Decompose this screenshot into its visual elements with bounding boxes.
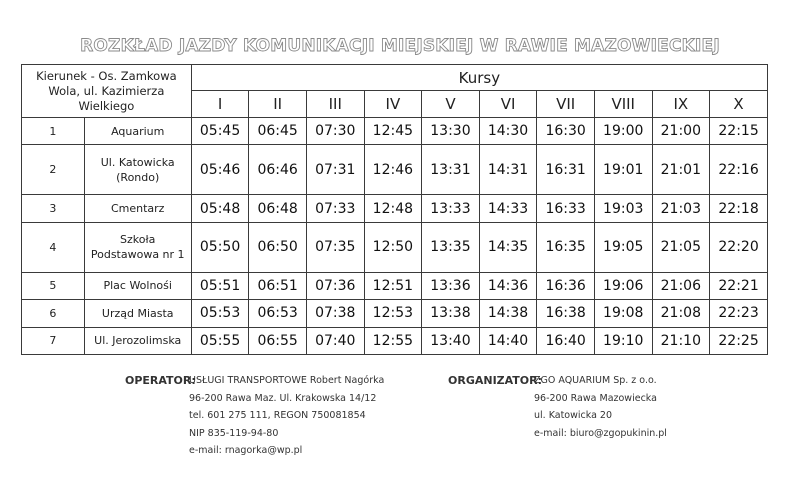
stop-number: 2 xyxy=(22,145,85,195)
stop-row xyxy=(22,327,768,354)
departure-time: 12:46 xyxy=(364,145,422,195)
departure-time: 06:48 xyxy=(249,195,307,222)
departure-time: 14:36 xyxy=(479,272,537,299)
departure-time: 19:06 xyxy=(594,272,652,299)
departure-time: 19:03 xyxy=(594,195,652,222)
page-title: ROZKŁAD JAZDY KOMUNIKACJI MIEJSKIEJ W RAWIE MAZOWIECKIEJ xyxy=(80,36,720,56)
stop-name: Cmentarz xyxy=(84,195,191,222)
operator-email: e-mail: rnagorka@wp.pl xyxy=(189,445,303,457)
stop-number: 1 xyxy=(22,118,85,145)
departure-time: 19:05 xyxy=(594,222,652,272)
departure-time: 19:08 xyxy=(594,300,652,327)
operator-label: OPERATOR: xyxy=(125,374,196,387)
departure-time: 21:00 xyxy=(652,118,710,145)
course-header: X xyxy=(710,91,768,118)
stop-row xyxy=(22,145,768,195)
direction-header: Kierunek - Os. Zamkowa Wola, ul. Kazimierza Wielkiego xyxy=(22,65,192,118)
departure-time: 16:31 xyxy=(537,145,595,195)
course-header: IX xyxy=(652,91,710,118)
departure-time: 05:45 xyxy=(191,118,249,145)
departure-time: 05:46 xyxy=(191,145,249,195)
timetable xyxy=(21,64,768,355)
departure-time: 19:00 xyxy=(594,118,652,145)
departure-time: 22:16 xyxy=(710,145,768,195)
stop-name: Plac Wolnośi xyxy=(84,272,191,299)
departure-time: 21:01 xyxy=(652,145,710,195)
departure-time: 12:55 xyxy=(364,327,422,354)
departure-time: 05:53 xyxy=(191,300,249,327)
course-header: II xyxy=(249,91,307,118)
course-header: VII xyxy=(537,91,595,118)
course-header: IV xyxy=(364,91,422,118)
departure-time: 21:08 xyxy=(652,300,710,327)
departure-time: 22:25 xyxy=(710,327,768,354)
course-header: VI xyxy=(479,91,537,118)
departure-time: 13:30 xyxy=(422,118,480,145)
departure-time: 06:50 xyxy=(249,222,307,272)
departure-time: 13:31 xyxy=(422,145,480,195)
departure-time: 12:48 xyxy=(364,195,422,222)
departure-time: 16:36 xyxy=(537,272,595,299)
departure-time: 21:05 xyxy=(652,222,710,272)
departure-time: 06:45 xyxy=(249,118,307,145)
departure-time: 14:40 xyxy=(479,327,537,354)
departure-time: 22:23 xyxy=(710,300,768,327)
organizer-line: 96-200 Rawa Mazowiecka xyxy=(534,392,657,404)
departure-time: 22:21 xyxy=(710,272,768,299)
stop-number: 7 xyxy=(22,327,85,354)
departure-time: 19:01 xyxy=(594,145,652,195)
kursy-header: Kursy xyxy=(191,65,767,91)
stop-row xyxy=(22,195,768,222)
departure-time: 07:31 xyxy=(306,145,364,195)
departure-time: 16:35 xyxy=(537,222,595,272)
operator-line: NIP 835-119-94-80 xyxy=(189,427,279,439)
departure-time: 07:33 xyxy=(306,195,364,222)
departure-time: 14:38 xyxy=(479,300,537,327)
timetable-body xyxy=(22,118,768,355)
stop-name: Aquarium xyxy=(84,118,191,145)
stop-name: Szkoła Podstawowa nr 1 xyxy=(84,222,191,272)
stop-number: 4 xyxy=(22,222,85,272)
operator-line: USŁUGI TRANSPORTOWE Robert Nagórka xyxy=(189,375,385,386)
stop-name: Ul. Jerozolimska xyxy=(84,327,191,354)
departure-time: 22:20 xyxy=(710,222,768,272)
departure-time: 14:35 xyxy=(479,222,537,272)
departure-time: 06:53 xyxy=(249,300,307,327)
departure-time: 14:33 xyxy=(479,195,537,222)
operator-line: tel. 601 275 111, REGON 750081854 xyxy=(189,410,366,422)
departure-time: 13:33 xyxy=(422,195,480,222)
departure-time: 21:06 xyxy=(652,272,710,299)
departure-time: 16:33 xyxy=(537,195,595,222)
stop-number: 5 xyxy=(22,272,85,299)
departure-time: 05:48 xyxy=(191,195,249,222)
departure-time: 21:03 xyxy=(652,195,710,222)
stop-number: 6 xyxy=(22,300,85,327)
organizer-email: e-mail: biuro@zgopukinin.pl xyxy=(534,427,667,439)
departure-time: 05:55 xyxy=(191,327,249,354)
stop-row xyxy=(22,272,768,299)
course-header: VIII xyxy=(594,91,652,118)
departure-time: 12:51 xyxy=(364,272,422,299)
operator-line: 96-200 Rawa Maz. Ul. Krakowska 14/12 xyxy=(189,392,377,404)
stop-number: 3 xyxy=(22,195,85,222)
departure-time: 12:50 xyxy=(364,222,422,272)
stop-name: Urząd Miasta xyxy=(84,300,191,327)
departure-time: 06:46 xyxy=(249,145,307,195)
departure-time: 16:40 xyxy=(537,327,595,354)
departure-time: 22:15 xyxy=(710,118,768,145)
departure-time: 07:36 xyxy=(306,272,364,299)
departure-time: 12:45 xyxy=(364,118,422,145)
operator-details xyxy=(189,375,384,463)
departure-time: 07:35 xyxy=(306,222,364,272)
departure-time: 06:55 xyxy=(249,327,307,354)
departure-time: 14:31 xyxy=(479,145,537,195)
course-header: I xyxy=(191,91,249,118)
departure-time: 07:30 xyxy=(306,118,364,145)
departure-time: 21:10 xyxy=(652,327,710,354)
stop-name: Ul. Katowicka (Rondo) xyxy=(84,145,191,195)
departure-time: 13:40 xyxy=(422,327,480,354)
course-header: III xyxy=(306,91,364,118)
stop-row xyxy=(22,222,768,272)
departure-time: 13:36 xyxy=(422,272,480,299)
departure-time: 13:35 xyxy=(422,222,480,272)
organizer-details xyxy=(534,375,667,445)
stop-row xyxy=(22,118,768,145)
course-header: V xyxy=(422,91,480,118)
stop-row xyxy=(22,300,768,327)
departure-time: 13:38 xyxy=(422,300,480,327)
departure-time: 16:30 xyxy=(537,118,595,145)
departure-time: 12:53 xyxy=(364,300,422,327)
departure-time: 19:10 xyxy=(594,327,652,354)
organizer-label: ORGANIZATOR: xyxy=(448,374,543,387)
departure-time: 07:38 xyxy=(306,300,364,327)
organizer-line: ZGO AQUARIUM Sp. z o.o. xyxy=(534,375,657,386)
departure-time: 14:30 xyxy=(479,118,537,145)
departure-time: 05:50 xyxy=(191,222,249,272)
departure-time: 16:38 xyxy=(537,300,595,327)
departure-time: 05:51 xyxy=(191,272,249,299)
departure-time: 06:51 xyxy=(249,272,307,299)
departure-time: 07:40 xyxy=(306,327,364,354)
departure-time: 22:18 xyxy=(710,195,768,222)
organizer-line: ul. Katowicka 20 xyxy=(534,410,613,422)
